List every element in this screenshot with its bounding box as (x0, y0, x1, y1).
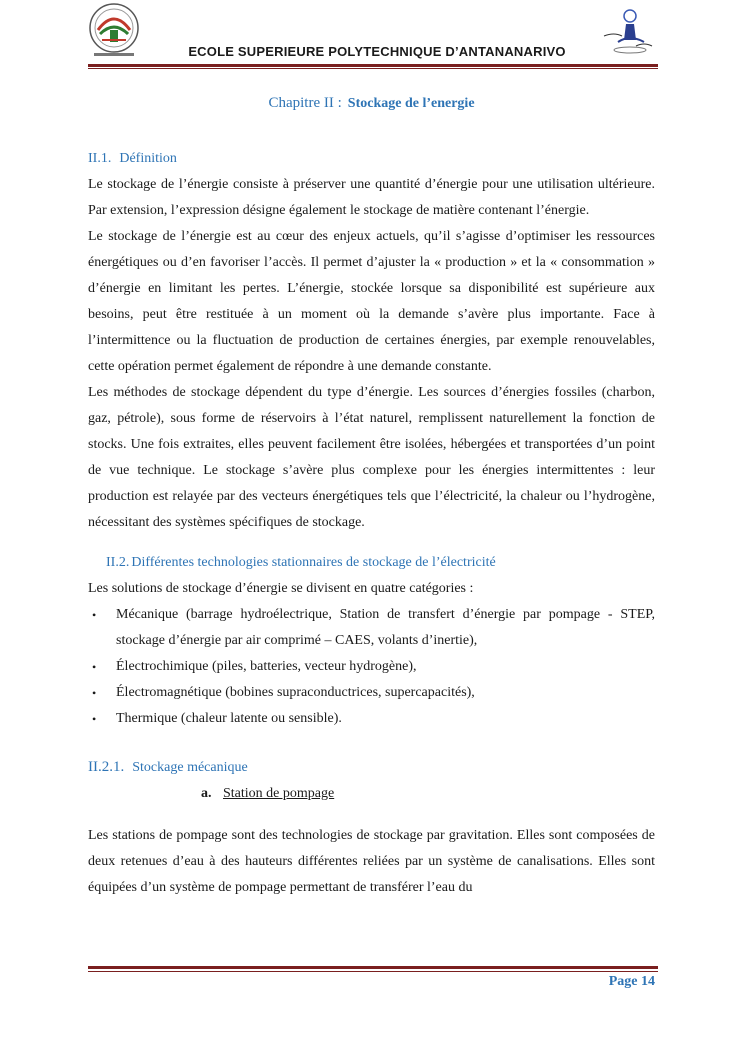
page-content (88, 92, 655, 901)
subsection-letter: a. (201, 786, 212, 801)
section-number: II.2. (106, 555, 130, 570)
footer-divider (88, 966, 658, 969)
page-header (88, 0, 658, 72)
list-item: • Thermique (chaleur latente ou sensible). (88, 706, 655, 732)
page-number: Page 14 (608, 974, 655, 989)
section-title: Différentes technologies stationnaires de stockage de l’électricité (131, 555, 496, 570)
section-number: II.2.1. (88, 759, 125, 775)
section-heading-mechanical (88, 754, 655, 781)
list-item: • Électrochimique (piles, batteries, vecteur hydrogène), (88, 654, 655, 680)
paragraph: Le stockage de l’énergie consiste à préserver une quantité d’énergie pour une utilisation ultérieure. Par extension, l’expression désigne également le stockage de matière contenant l’énergie. (88, 177, 655, 218)
list-item: • Électromagnétique (bobines supraconductrices, supercapacités), (88, 680, 655, 706)
chapter-heading (88, 92, 655, 118)
header-divider-thin (88, 68, 658, 69)
bullet-icon: • (92, 660, 97, 674)
list-item: • Mécanique (barrage hydroélectrique, Station de transfert d’énergie par pompage - STEP, stockage d’énergie par air comprimé – CAES, volants d’inertie), (88, 602, 655, 654)
section-heading-technologies (88, 550, 655, 576)
section-title: Stockage mécanique (132, 760, 248, 775)
school-name: ECOLE SUPERIEURE POLYTECHNIQUE D’ANTANANARIVO (188, 44, 566, 59)
bullet-list (88, 602, 655, 732)
chapter-title: Stockage de l’energie (347, 96, 475, 111)
section-heading-definition (88, 146, 655, 172)
paragraph: Les stations de pompage sont des technologies de stockage par gravitation. Elles sont composées de deux retenues d’eau à des hauteurs différentes reliées par un système de canalisations. Elles sont équipées d’un système de pompage permettant de transférer l’eau du (88, 828, 655, 895)
footer-divider-thin (88, 971, 658, 972)
header-divider (88, 64, 658, 67)
chapter-label: Chapitre II : (268, 95, 342, 111)
bullet-icon: • (92, 608, 97, 622)
paragraph: Les solutions de stockage d’énergie se divisent en quatre catégories : (88, 581, 474, 596)
bullet-icon: • (92, 712, 97, 726)
section-number: II.1. (88, 151, 112, 166)
subsection-title: Station de pompage (223, 786, 335, 801)
section-title: Définition (119, 151, 177, 166)
subsection-heading (88, 781, 655, 807)
paragraph: Le stockage de l’énergie est au cœur des enjeux actuels, qu’il s’agisse d’optimiser les ressources énergétiques ou d’en favoriser l’accès. Il permet d’ajuster la « production » et la « consommation » d’énergie en limitant les pertes. L’énergie, stockée lorsque sa disponibilité est supérieure aux besoins, peut être restituée à un moment où la demande s’avère plus importante. Face à l’intermittence ou la fluctuation de production de certaines énergies, par exemple renouvelables, cette opération permet également de répondre à une demande constante. (88, 229, 655, 374)
bullet-icon: • (92, 686, 97, 700)
paragraph: Les méthodes de stockage dépendent du type d’énergie. Les sources d’énergies fossiles (charbon, gaz, pétrole), sous forme de réservoirs à l’état naturel, remplissent naturellement la fonction de stocks. Une fois extraites, elles peuvent facilement être isolées, hébergées et transportées d’un point de vue technique. Le stockage s’avère plus complexe pour les énergies intermittentes : leur production est relayée par des vecteurs énergétiques tels que l’électricité, la chaleur ou l’hydrogène, nécessitant des systèmes spécifiques de stockage. (88, 385, 655, 530)
